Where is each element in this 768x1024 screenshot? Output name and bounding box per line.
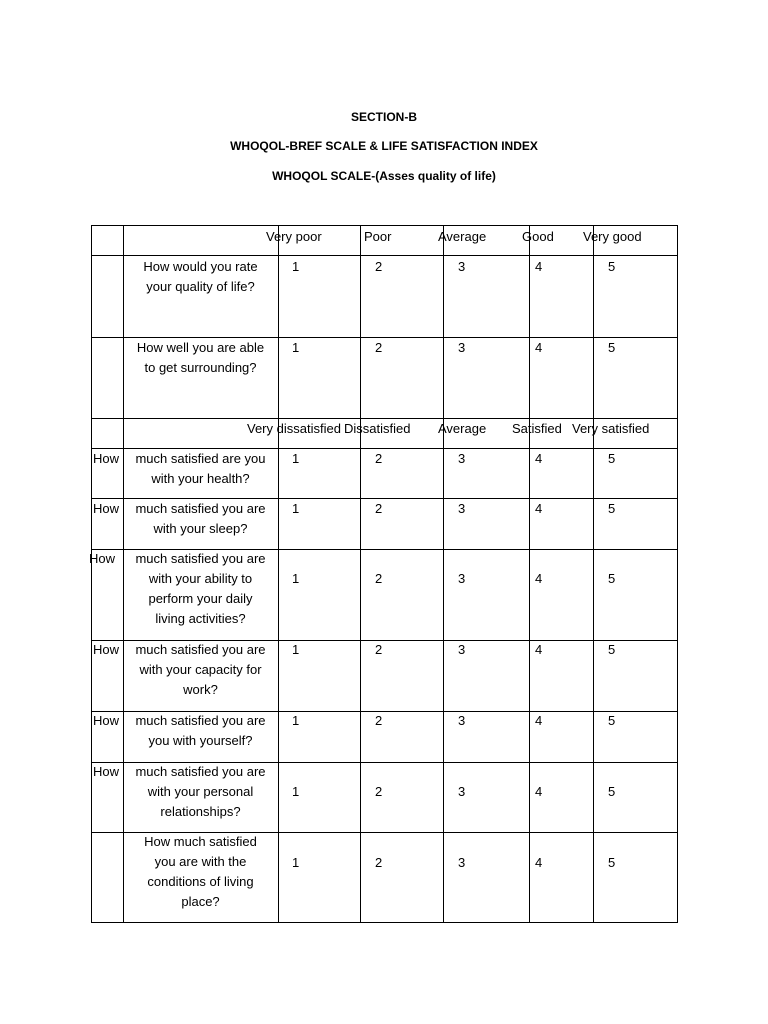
question-line: How much satisfied	[144, 834, 257, 849]
question-lead: How	[93, 642, 120, 657]
table-rule	[91, 225, 677, 226]
question-text	[123, 832, 278, 912]
rating-value: 3	[458, 259, 466, 274]
rating-value: 1	[292, 784, 300, 799]
rating-value: 5	[608, 451, 616, 466]
question-text	[123, 449, 278, 489]
satisfaction-header-cell: Satisfied	[512, 421, 562, 436]
rating-value: 3	[458, 855, 466, 870]
rating-value: 1	[292, 259, 300, 274]
rating-value: 4	[535, 713, 543, 728]
question-line: with your personal	[147, 784, 254, 799]
rating-value: 2	[375, 855, 383, 870]
rating-value: 3	[458, 501, 466, 516]
question-line: much satisfied you are	[135, 642, 266, 657]
rating-value: 2	[375, 642, 383, 657]
rating-value: 4	[535, 451, 543, 466]
rating-value: 1	[292, 713, 300, 728]
column-rule	[677, 225, 678, 923]
column-rule	[91, 225, 92, 923]
question-line: much satisfied are you	[135, 451, 266, 466]
rating-value: 2	[375, 571, 383, 586]
rating-value: 5	[608, 642, 616, 657]
rating-value: 1	[292, 501, 300, 516]
rating-value: 4	[535, 501, 543, 516]
rating-value: 1	[292, 571, 300, 586]
question-line: much satisfied you are	[135, 713, 266, 728]
rating-value: 4	[535, 259, 543, 274]
question-line: much satisfied you are	[135, 501, 266, 516]
rating-value: 5	[608, 784, 616, 799]
rating-value: 3	[458, 784, 466, 799]
rating-value: 3	[458, 340, 466, 355]
question-line: with your sleep?	[153, 521, 248, 536]
rating-value: 1	[292, 642, 300, 657]
question-lead: How	[93, 451, 120, 466]
rating-value: 2	[375, 501, 383, 516]
question-line: with your health?	[151, 471, 250, 486]
satisfaction-header-cell: Very dissatisfied	[247, 421, 341, 436]
satisfaction-header-cell: Dissatisfied	[344, 421, 411, 436]
question-lead: How	[89, 551, 116, 566]
column-rule	[443, 225, 444, 923]
question-line: place?	[181, 894, 220, 909]
rating-value: 1	[292, 451, 300, 466]
question-lead: How	[93, 713, 120, 728]
rating-value: 3	[458, 571, 466, 586]
column-rule	[278, 225, 279, 923]
question-text	[123, 257, 278, 297]
question-text	[123, 499, 278, 539]
rating-value: 4	[535, 642, 543, 657]
quality-header-cell: Very poor	[266, 229, 322, 244]
question-line: with your ability to	[148, 571, 253, 586]
question-text	[123, 549, 278, 629]
rating-value: 3	[458, 451, 466, 466]
rating-value: 3	[458, 642, 466, 657]
question-line: work?	[183, 682, 218, 697]
column-rule	[529, 225, 530, 923]
rating-value: 2	[375, 784, 383, 799]
quality-header-cell: Poor	[364, 229, 392, 244]
document-title: WHOQOL-BREF SCALE & LIFE SATISFACTION INDEX	[230, 139, 538, 153]
question-line: much satisfied you are	[135, 764, 266, 779]
quality-header-cell: Average	[438, 229, 487, 244]
question-line: How would you rate	[143, 259, 258, 274]
question-lead: How	[93, 501, 120, 516]
rating-value: 2	[375, 713, 383, 728]
question-lead: How	[93, 764, 120, 779]
question-line: you are with the	[154, 854, 247, 869]
scale-subtitle: WHOQOL SCALE-(Asses quality of life)	[272, 169, 496, 183]
question-line: to get surrounding?	[144, 360, 257, 375]
question-line: relationships?	[160, 804, 241, 819]
question-text	[123, 338, 278, 378]
table-rule	[91, 255, 677, 256]
table-rule	[91, 922, 677, 923]
question-text	[123, 640, 278, 700]
rating-value: 5	[608, 501, 616, 516]
satisfaction-header-cell: Very satisfied	[572, 421, 650, 436]
rating-value: 5	[608, 571, 616, 586]
rating-value: 4	[535, 571, 543, 586]
rating-value: 5	[608, 259, 616, 274]
column-rule	[593, 225, 594, 923]
question-line: you with yourself?	[148, 733, 253, 748]
quality-header-cell: Good	[522, 229, 554, 244]
question-text	[123, 711, 278, 751]
question-line: conditions of living	[147, 874, 254, 889]
rating-value: 5	[608, 713, 616, 728]
rating-value: 4	[535, 340, 543, 355]
rating-value: 3	[458, 713, 466, 728]
question-line: your quality of life?	[146, 279, 255, 294]
question-line: How well you are able	[136, 340, 265, 355]
section-heading: SECTION-B	[351, 110, 417, 124]
rating-value: 1	[292, 340, 300, 355]
quality-header-cell: Very good	[583, 229, 642, 244]
satisfaction-header-cell: Average	[438, 421, 487, 436]
question-line: much satisfied you are	[135, 551, 266, 566]
rating-value: 4	[535, 855, 543, 870]
rating-value: 5	[608, 340, 616, 355]
rating-value: 2	[375, 451, 383, 466]
question-text	[123, 762, 278, 822]
question-line: with your capacity for	[139, 662, 262, 677]
column-rule	[360, 225, 361, 923]
rating-value: 1	[292, 855, 300, 870]
rating-value: 4	[535, 784, 543, 799]
question-line: living activities?	[155, 611, 246, 626]
rating-value: 2	[375, 340, 383, 355]
question-line: perform your daily	[148, 591, 253, 606]
rating-value: 2	[375, 259, 383, 274]
rating-value: 5	[608, 855, 616, 870]
